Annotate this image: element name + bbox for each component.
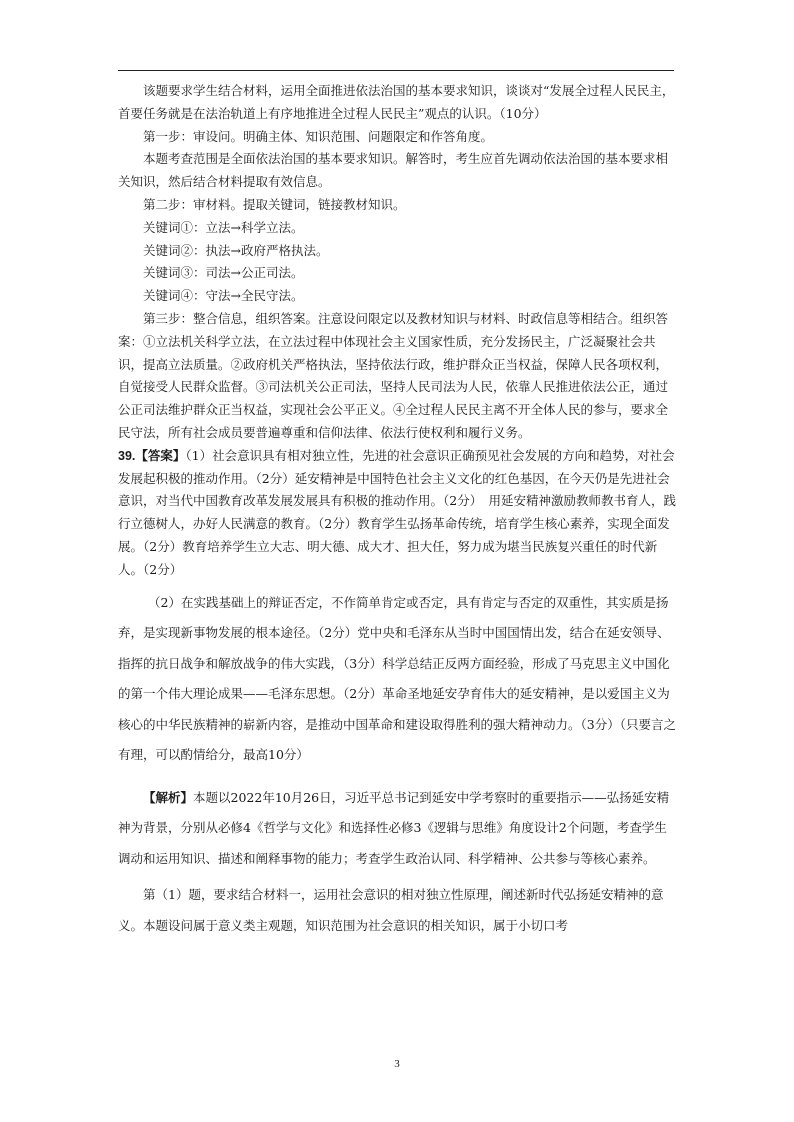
paragraph-step-two: 第二步：审材料。提取关键词，链接教材知识。 (143, 196, 406, 212)
paragraph-step-three: 第三步：整合信息，组织答案。注意设问限定以及教材知识与材料、时政信息等相结合。组织答案：①立法机关科学立法，在立法过程中体现社会主义国家性质，充分发扬民主，广泛凝聚社会共识，提高立法质量。②政府机关严格执法，坚持依法行政，维护群众正当权益，保障人民各项权利，自觉接受人民群众监督。③司法机关公正司法，坚持人民司法为人民，依靠人民推进依法公正，通过公正司法维护群众正当权益，实现社会公平正义。④全过程人民民主离不开全体人民的参与，要求全民守法，所有社会成员要普遍尊重和信仰法律、依法行使权利和履行义务。 (118, 310, 669, 440)
keyword-1: 关键词①：立法→科学立法。 (143, 219, 304, 235)
part-1-explanation: 第（1）题，要求结合材料一，运用社会意识的相对独立性原理，阐述新时代弘扬延安精神的意义。本题设问属于意义类主观题，知识范围为社会意识的相关知识，属于小切口考 (118, 887, 664, 933)
header-rule (118, 70, 674, 71)
question-number: 39. (118, 448, 136, 463)
paragraph-scope: 本题考查范围是全面依法治国的基本要求知识。解答时，考生应首先调动依法治国的基本要求相关知识，然后结合材料提取有效信息。 (118, 151, 669, 190)
analysis-text: 本题以2022年10月26日，习近平总书记到延安中学考察时的重要指示——弘扬延安精神为背景，分别从必修4《哲学与文化》和选择性必修3《逻辑与思维》角度设计2个问题，考查学生调动和运用知识、描述和阐释事物的能力；考查学生政治认同、科学精神、公共参与等核心素养。 (118, 789, 670, 866)
keyword-4: 关键词④：守法→全民守法。 (143, 288, 304, 304)
analysis-tag: 【解析】 (143, 789, 194, 805)
answer-part-1: （1）社会意识具有相对独立性，先进的社会意识正确预见社会发展的方向和趋势，对社会发展起积极的推动作用。（2分）延安精神是中国特色社会主义文化的红色基因，在今天仍是先进社会意识，对当代中国教育改革发展发展具有积极的推动作用。（2分） 用延安精神激励教师教书育人，践行立德树人，办好人民满意的教育。（2分）教育学生弘扬革命传统，培育学生核心素养，实现全面发展。（2分）教育培养学生立大志、明大德、成大才、担大任，努力成为堪当民族复兴重任的时代新人。（2分） (118, 447, 676, 577)
paragraph-question-intro: 该题要求学生结合材料，运用全面推进依法治国的基本要求知识，谈谈对“发展全过程人民民主，首要任务就是在法治轨道上有序地推进全过程人民民主”观点的认识。（10分） (118, 83, 675, 121)
question-39-answer-2: （2）在实践基础上的辩证否定，不作简单肯定或否定，具有肯定与否定的双重性，其实质是扬弃，是实现新事物发展的根本途径。（2分）党中央和毛泽东从当时中国国情出发，结合在延安领导、指挥的抗日战争和解放战争的伟大实践，（3分）科学总结正反两方面经验，形成了马克思主义中国化的第一个伟大理论成果——毛泽东思想。（2分）革命圣地延安孕育伟大的延安精神，是以爱国主义为核心的中华民族精神的崭新内容，是推动中国革命和建设取得胜利的强大精神动力。（3分）（只要言之有理，可以酌情给分，最高10分） (118, 594, 676, 763)
paragraph-step-one: 第一步：审设问。明确主体、知识范围、问题限定和作答角度。 (143, 128, 494, 144)
analysis-paragraph (118, 783, 678, 875)
keyword-3: 关键词③：司法→公正司法。 (143, 265, 304, 281)
keyword-2: 关键词②：执法→政府严格执法。 (143, 242, 329, 258)
page-number: 3 (394, 1058, 400, 1070)
answer-tag: 【答案】 (135, 447, 186, 463)
page-content (118, 80, 678, 941)
question-39-answer-1 (118, 445, 678, 582)
